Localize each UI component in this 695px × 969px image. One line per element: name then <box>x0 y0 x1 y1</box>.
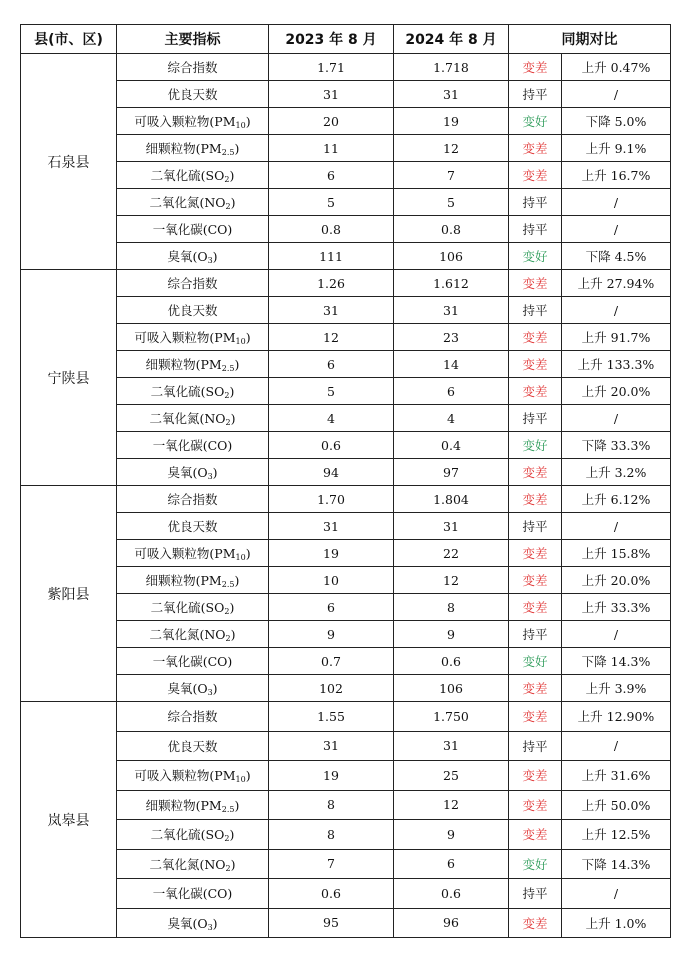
change-cell: 上升 91.7% <box>562 324 671 351</box>
indicator-cell <box>117 54 269 81</box>
value-2024-cell: 97 <box>394 459 509 486</box>
value-2023-cell: 31 <box>269 731 394 761</box>
indicator-cell <box>117 135 269 162</box>
status-badge: 变差 <box>509 594 562 621</box>
value-2024-cell: 8 <box>394 594 509 621</box>
header-row <box>21 25 671 54</box>
table-row <box>21 702 671 732</box>
status-badge: 持平 <box>509 405 562 432</box>
status-badge: 变差 <box>509 54 562 81</box>
value-2024-cell: 106 <box>394 675 509 702</box>
value-2023-cell: 111 <box>269 243 394 270</box>
value-2024-cell: 96 <box>394 908 509 938</box>
county-cell: 岚皋县 <box>21 702 117 938</box>
change-cell: 下降 14.3% <box>562 648 671 675</box>
indicator-suffix: ) <box>245 114 251 129</box>
value-2023-cell: 7 <box>269 849 394 879</box>
indicator-subscript: 2 <box>224 175 230 184</box>
value-2024-cell: 5 <box>394 189 509 216</box>
indicator-cell <box>117 761 269 791</box>
status-badge: 变差 <box>509 820 562 850</box>
value-2024-cell: 0.8 <box>394 216 509 243</box>
indicator-subscript: 2.5 <box>221 364 235 373</box>
value-2024-cell: 1.804 <box>394 486 509 513</box>
indicator-suffix: ) <box>234 573 240 588</box>
value-2024-cell: 12 <box>394 135 509 162</box>
table-row <box>21 820 671 850</box>
indicator-cell <box>117 820 269 850</box>
indicator-label: 二氧化氮(NO <box>149 411 226 426</box>
indicator-label: 优良天数 <box>167 738 218 754</box>
status-badge: 变差 <box>509 459 562 486</box>
indicator-cell <box>117 790 269 820</box>
status-badge: 变好 <box>509 648 562 675</box>
indicator-label: 优良天数 <box>167 519 218 534</box>
value-2023-cell: 8 <box>269 790 394 820</box>
value-2023-cell: 12 <box>269 324 394 351</box>
change-cell: / <box>562 405 671 432</box>
indicator-subscript: 2 <box>225 863 231 873</box>
indicator-suffix: ) <box>245 546 251 561</box>
indicator-cell <box>117 216 269 243</box>
value-2023-cell: 0.8 <box>269 216 394 243</box>
value-2023-cell: 10 <box>269 567 394 594</box>
indicator-cell <box>117 405 269 432</box>
status-badge: 变差 <box>509 135 562 162</box>
indicator-subscript: 2.5 <box>221 580 235 589</box>
value-2024-cell: 4 <box>394 405 509 432</box>
status-badge: 变差 <box>509 790 562 820</box>
indicator-subscript: 2.5 <box>221 804 235 814</box>
value-2023-cell: 1.70 <box>269 486 394 513</box>
indicator-subscript: 2 <box>225 634 231 643</box>
status-badge: 变好 <box>509 243 562 270</box>
air-quality-table <box>20 24 671 938</box>
change-cell: / <box>562 513 671 540</box>
table-body <box>21 54 671 938</box>
indicator-suffix: ) <box>230 856 236 872</box>
indicator-cell <box>117 702 269 732</box>
indicator-label: 细颗粒物(PM <box>145 141 222 156</box>
indicator-label: 二氧化硫(SO <box>150 168 225 183</box>
status-badge: 持平 <box>509 879 562 909</box>
change-cell: 上升 6.12% <box>562 486 671 513</box>
indicator-label: 综合指数 <box>167 276 218 291</box>
change-cell: / <box>562 731 671 761</box>
value-2023-cell: 0.7 <box>269 648 394 675</box>
value-2024-cell: 9 <box>394 820 509 850</box>
indicator-suffix: ) <box>245 330 251 345</box>
change-cell: 上升 31.6% <box>562 761 671 791</box>
change-cell: / <box>562 81 671 108</box>
indicator-label: 优良天数 <box>167 87 218 102</box>
indicator-suffix: ) <box>212 681 218 696</box>
value-2024-cell: 19 <box>394 108 509 135</box>
indicator-label: 可吸入颗粒物(PM <box>134 330 236 345</box>
value-2023-cell: 19 <box>269 761 394 791</box>
header-indicator: 主要指标 <box>117 25 269 54</box>
value-2024-cell: 14 <box>394 351 509 378</box>
change-cell: 上升 133.3% <box>562 351 671 378</box>
indicator-subscript: 2 <box>225 418 231 427</box>
change-cell: / <box>562 216 671 243</box>
county-cell: 石泉县 <box>21 54 117 270</box>
status-badge: 持平 <box>509 621 562 648</box>
table-row <box>21 108 671 135</box>
table-row <box>21 540 671 567</box>
indicator-cell <box>117 486 269 513</box>
change-cell: / <box>562 621 671 648</box>
indicator-label: 一氧化碳(CO) <box>152 654 233 669</box>
table-row <box>21 731 671 761</box>
indicator-label: 细颗粒物(PM <box>145 573 222 588</box>
table-row <box>21 189 671 216</box>
indicator-subscript: 2 <box>225 202 231 211</box>
value-2024-cell: 0.6 <box>394 648 509 675</box>
table-row <box>21 648 671 675</box>
indicator-suffix: ) <box>230 627 236 642</box>
indicator-suffix: ) <box>229 384 235 399</box>
indicator-label: 可吸入颗粒物(PM <box>134 114 236 129</box>
table-row <box>21 675 671 702</box>
indicator-suffix: ) <box>234 141 240 156</box>
status-badge: 变差 <box>509 702 562 732</box>
change-cell: 上升 33.3% <box>562 594 671 621</box>
value-2023-cell: 5 <box>269 378 394 405</box>
indicator-label: 二氧化硫(SO <box>150 384 225 399</box>
value-2024-cell: 31 <box>394 81 509 108</box>
status-badge: 变差 <box>509 567 562 594</box>
indicator-label: 综合指数 <box>167 709 218 725</box>
indicator-cell <box>117 297 269 324</box>
indicator-cell <box>117 648 269 675</box>
change-cell: 上升 50.0% <box>562 790 671 820</box>
indicator-label: 一氧化碳(CO) <box>152 886 233 902</box>
indicator-cell <box>117 189 269 216</box>
indicator-cell <box>117 675 269 702</box>
value-2023-cell: 1.55 <box>269 702 394 732</box>
status-badge: 变差 <box>509 761 562 791</box>
table-row <box>21 351 671 378</box>
indicator-suffix: ) <box>234 357 240 372</box>
indicator-cell <box>117 162 269 189</box>
value-2024-cell: 9 <box>394 621 509 648</box>
table-row <box>21 761 671 791</box>
indicator-subscript: 10 <box>235 337 246 346</box>
value-2024-cell: 1.750 <box>394 702 509 732</box>
indicator-label: 可吸入颗粒物(PM <box>134 546 236 561</box>
value-2024-cell: 22 <box>394 540 509 567</box>
indicator-cell <box>117 459 269 486</box>
table-row <box>21 405 671 432</box>
status-badge: 变差 <box>509 540 562 567</box>
value-2023-cell: 8 <box>269 820 394 850</box>
indicator-cell <box>117 879 269 909</box>
change-cell: 上升 27.94% <box>562 270 671 297</box>
table-row <box>21 216 671 243</box>
table-row <box>21 162 671 189</box>
table-row <box>21 879 671 909</box>
table-row <box>21 270 671 297</box>
value-2023-cell: 102 <box>269 675 394 702</box>
table-row <box>21 459 671 486</box>
table-row <box>21 513 671 540</box>
indicator-subscript: 3 <box>207 256 213 265</box>
value-2024-cell: 31 <box>394 731 509 761</box>
value-2024-cell: 23 <box>394 324 509 351</box>
table-row <box>21 378 671 405</box>
indicator-subscript: 3 <box>207 688 213 697</box>
indicator-label: 臭氧(O <box>167 249 208 264</box>
indicator-suffix: ) <box>245 768 251 784</box>
indicator-cell <box>117 324 269 351</box>
value-2024-cell: 106 <box>394 243 509 270</box>
indicator-suffix: ) <box>230 411 236 426</box>
value-2023-cell: 19 <box>269 540 394 567</box>
value-2023-cell: 6 <box>269 594 394 621</box>
indicator-suffix: ) <box>212 249 218 264</box>
header-county: 县(市、区) <box>21 25 117 54</box>
status-badge: 变差 <box>509 486 562 513</box>
value-2024-cell: 25 <box>394 761 509 791</box>
change-cell: 上升 3.2% <box>562 459 671 486</box>
change-cell: 上升 1.0% <box>562 908 671 938</box>
indicator-suffix: ) <box>212 465 218 480</box>
table-row <box>21 849 671 879</box>
change-cell: 下降 14.3% <box>562 849 671 879</box>
indicator-subscript: 10 <box>235 121 246 130</box>
indicator-suffix: ) <box>229 600 235 615</box>
value-2024-cell: 0.4 <box>394 432 509 459</box>
status-badge: 持平 <box>509 81 562 108</box>
change-cell: 上升 20.0% <box>562 567 671 594</box>
change-cell: 下降 4.5% <box>562 243 671 270</box>
indicator-label: 二氧化氮(NO <box>149 856 226 872</box>
value-2024-cell: 0.6 <box>394 879 509 909</box>
change-cell: 下降 33.3% <box>562 432 671 459</box>
value-2024-cell: 1.718 <box>394 54 509 81</box>
indicator-cell <box>117 81 269 108</box>
value-2024-cell: 31 <box>394 513 509 540</box>
value-2023-cell: 0.6 <box>269 879 394 909</box>
value-2023-cell: 5 <box>269 189 394 216</box>
status-badge: 变差 <box>509 162 562 189</box>
indicator-subscript: 10 <box>235 553 246 562</box>
value-2023-cell: 95 <box>269 908 394 938</box>
indicator-subscript: 2 <box>224 391 230 400</box>
status-badge: 变好 <box>509 432 562 459</box>
change-cell: 上升 20.0% <box>562 378 671 405</box>
value-2023-cell: 20 <box>269 108 394 135</box>
indicator-cell <box>117 731 269 761</box>
table-row <box>21 908 671 938</box>
indicator-label: 二氧化硫(SO <box>150 827 225 843</box>
indicator-cell <box>117 594 269 621</box>
value-2023-cell: 94 <box>269 459 394 486</box>
indicator-cell <box>117 243 269 270</box>
change-cell: 上升 15.8% <box>562 540 671 567</box>
indicator-subscript: 10 <box>235 775 246 785</box>
indicator-subscript: 2.5 <box>221 148 235 157</box>
value-2024-cell: 12 <box>394 567 509 594</box>
change-cell: 上升 0.47% <box>562 54 671 81</box>
table-row <box>21 567 671 594</box>
change-cell: / <box>562 297 671 324</box>
status-badge: 变好 <box>509 108 562 135</box>
indicator-label: 臭氧(O <box>167 915 208 931</box>
indicator-subscript: 2 <box>224 834 230 844</box>
table-row <box>21 621 671 648</box>
indicator-cell <box>117 378 269 405</box>
indicator-suffix: ) <box>234 797 240 813</box>
indicator-suffix: ) <box>229 827 235 843</box>
table-row <box>21 243 671 270</box>
value-2024-cell: 1.612 <box>394 270 509 297</box>
change-cell: 上升 9.1% <box>562 135 671 162</box>
indicator-suffix: ) <box>230 195 236 210</box>
table-row <box>21 486 671 513</box>
value-2023-cell: 31 <box>269 297 394 324</box>
header-2024-aug: 2024 年 8 月 <box>394 25 509 54</box>
header-2023-aug: 2023 年 8 月 <box>269 25 394 54</box>
indicator-label: 细颗粒物(PM <box>145 357 222 372</box>
table-row <box>21 432 671 459</box>
table-row <box>21 81 671 108</box>
change-cell: 上升 3.9% <box>562 675 671 702</box>
indicator-cell <box>117 908 269 938</box>
status-badge: 持平 <box>509 189 562 216</box>
value-2023-cell: 31 <box>269 81 394 108</box>
change-cell: / <box>562 879 671 909</box>
status-badge: 变差 <box>509 378 562 405</box>
indicator-label: 一氧化碳(CO) <box>152 222 233 237</box>
value-2024-cell: 31 <box>394 297 509 324</box>
value-2023-cell: 9 <box>269 621 394 648</box>
indicator-cell <box>117 849 269 879</box>
indicator-cell <box>117 513 269 540</box>
value-2023-cell: 1.26 <box>269 270 394 297</box>
indicator-label: 臭氧(O <box>167 465 208 480</box>
status-badge: 变差 <box>509 324 562 351</box>
status-badge: 变差 <box>509 908 562 938</box>
indicator-label: 二氧化氮(NO <box>149 195 226 210</box>
table-row <box>21 135 671 162</box>
indicator-label: 二氧化硫(SO <box>150 600 225 615</box>
county-cell: 紫阳县 <box>21 486 117 702</box>
table-header <box>21 25 671 54</box>
indicator-label: 一氧化碳(CO) <box>152 438 233 453</box>
indicator-suffix: ) <box>212 915 218 931</box>
indicator-cell <box>117 540 269 567</box>
indicator-cell <box>117 621 269 648</box>
value-2023-cell: 31 <box>269 513 394 540</box>
table-row <box>21 594 671 621</box>
status-badge: 变差 <box>509 270 562 297</box>
indicator-cell <box>117 351 269 378</box>
value-2024-cell: 12 <box>394 790 509 820</box>
value-2024-cell: 7 <box>394 162 509 189</box>
indicator-cell <box>117 270 269 297</box>
indicator-subscript: 2 <box>224 607 230 616</box>
value-2024-cell: 6 <box>394 849 509 879</box>
value-2023-cell: 6 <box>269 351 394 378</box>
change-cell: 下降 5.0% <box>562 108 671 135</box>
indicator-suffix: ) <box>229 168 235 183</box>
indicator-subscript: 3 <box>207 472 213 481</box>
value-2023-cell: 6 <box>269 162 394 189</box>
indicator-label: 可吸入颗粒物(PM <box>134 768 236 784</box>
header-yoy-comparison: 同期对比 <box>509 25 671 54</box>
value-2023-cell: 1.71 <box>269 54 394 81</box>
indicator-label: 臭氧(O <box>167 681 208 696</box>
indicator-cell <box>117 432 269 459</box>
indicator-label: 优良天数 <box>167 303 218 318</box>
table-row <box>21 297 671 324</box>
county-cell: 宁陕县 <box>21 270 117 486</box>
status-badge: 持平 <box>509 297 562 324</box>
indicator-cell <box>117 567 269 594</box>
status-badge: 持平 <box>509 513 562 540</box>
value-2023-cell: 11 <box>269 135 394 162</box>
table-row <box>21 324 671 351</box>
value-2024-cell: 6 <box>394 378 509 405</box>
table-row <box>21 54 671 81</box>
status-badge: 变差 <box>509 675 562 702</box>
indicator-label: 综合指数 <box>167 60 218 75</box>
indicator-subscript: 3 <box>207 922 213 932</box>
status-badge: 变好 <box>509 849 562 879</box>
status-badge: 持平 <box>509 731 562 761</box>
indicator-cell <box>117 108 269 135</box>
value-2023-cell: 0.6 <box>269 432 394 459</box>
status-badge: 变差 <box>509 351 562 378</box>
indicator-label: 综合指数 <box>167 492 218 507</box>
change-cell: 上升 12.5% <box>562 820 671 850</box>
change-cell: 上升 16.7% <box>562 162 671 189</box>
change-cell: 上升 12.90% <box>562 702 671 732</box>
change-cell: / <box>562 189 671 216</box>
value-2023-cell: 4 <box>269 405 394 432</box>
indicator-label: 细颗粒物(PM <box>145 797 222 813</box>
status-badge: 持平 <box>509 216 562 243</box>
table-row <box>21 790 671 820</box>
indicator-label: 二氧化氮(NO <box>149 627 226 642</box>
